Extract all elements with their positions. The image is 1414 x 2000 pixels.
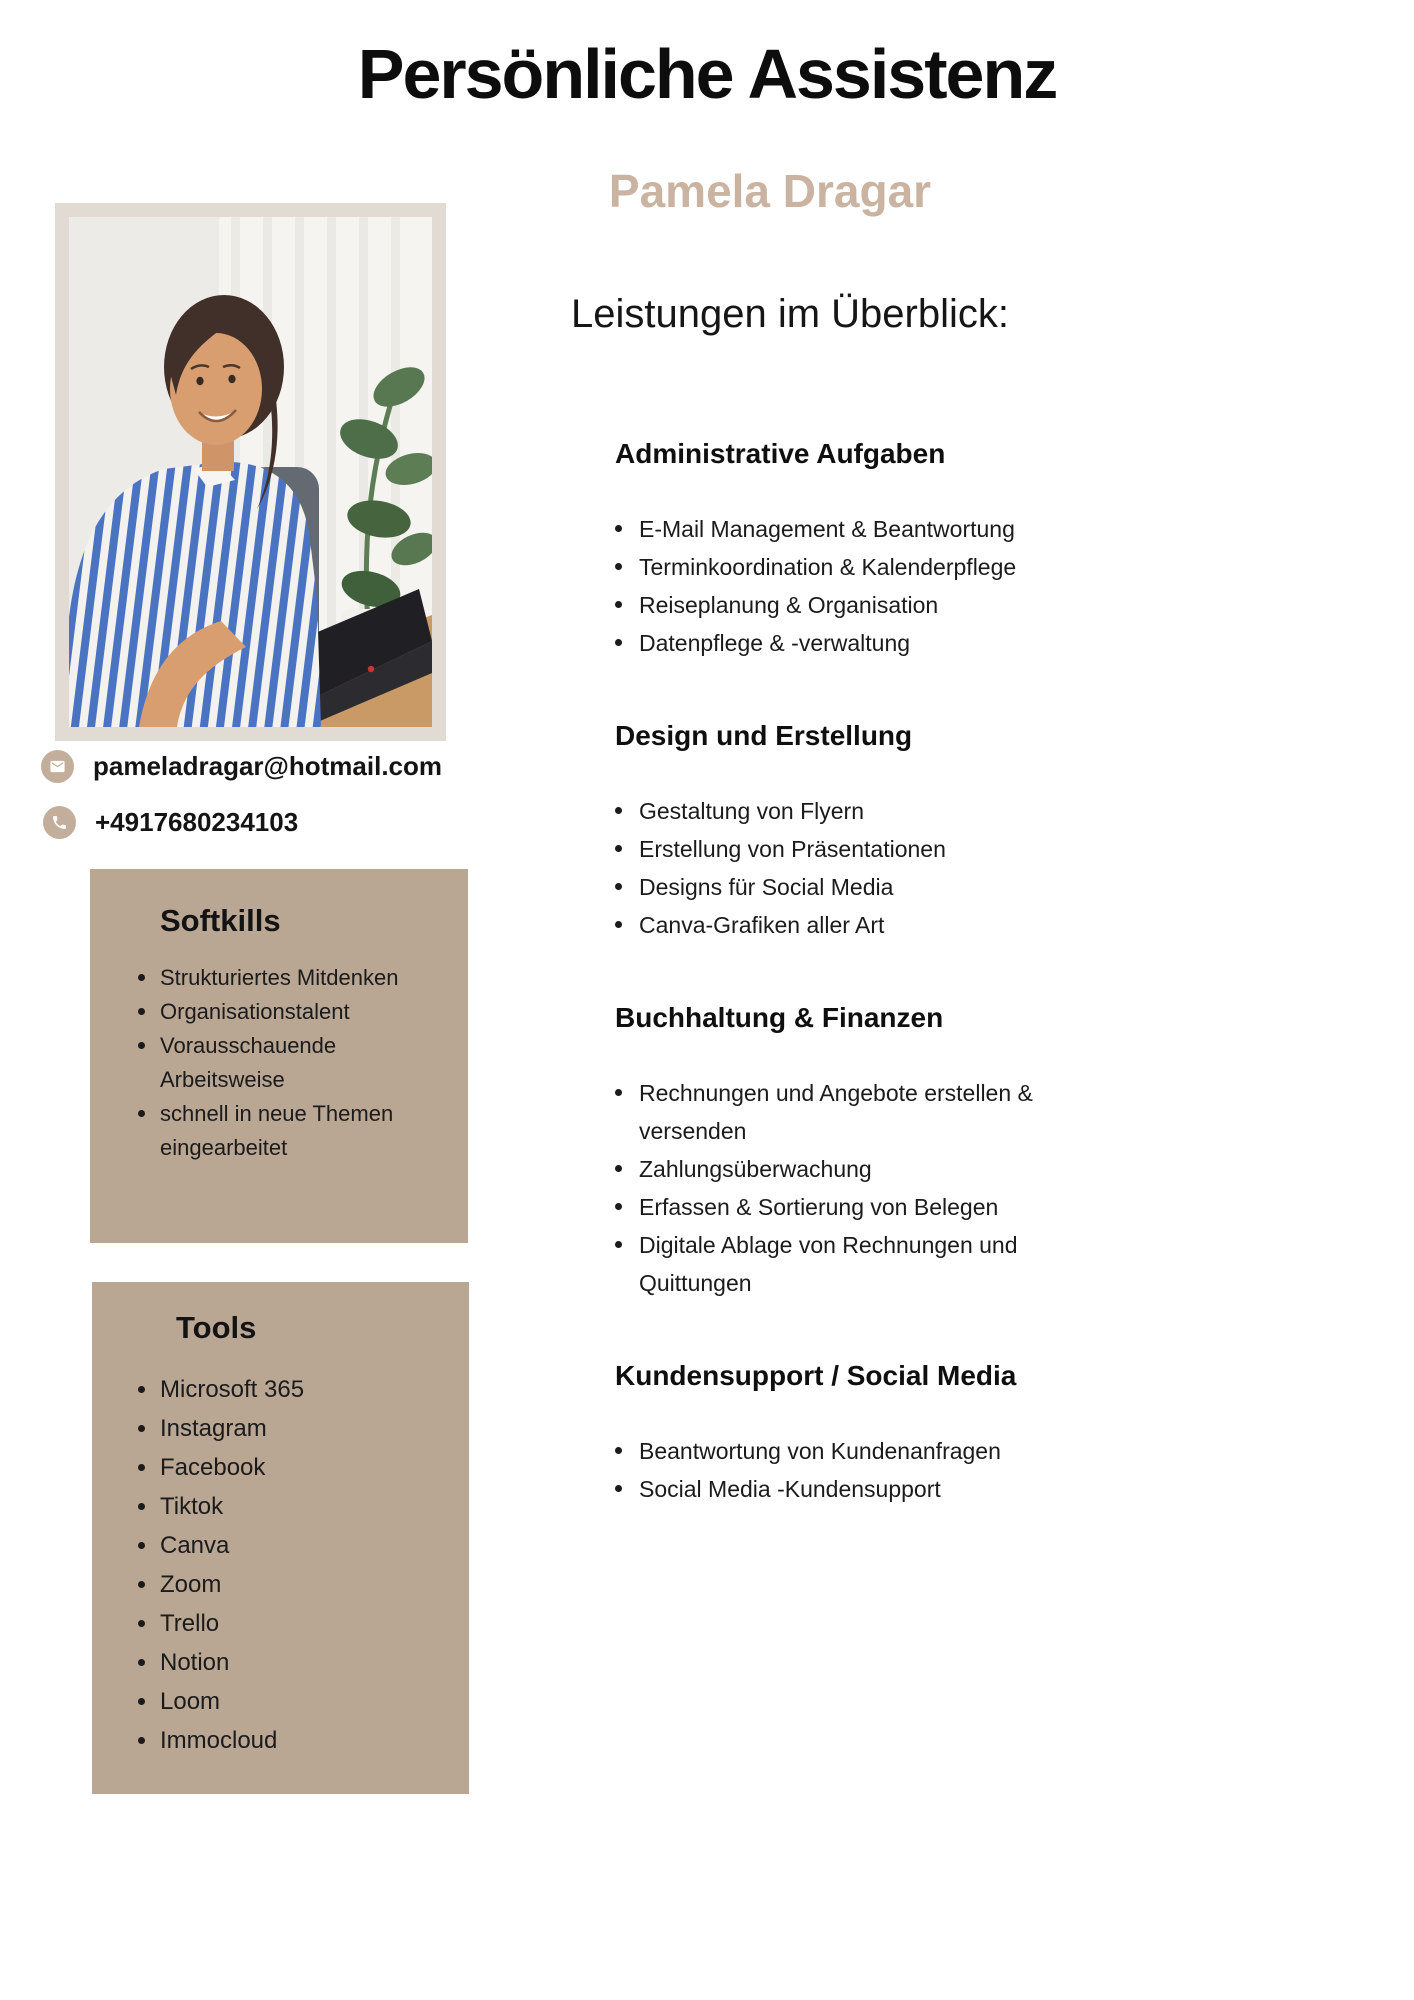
bullet-dot: [615, 639, 622, 646]
bullet-dot: [138, 1425, 145, 1432]
tool-item: Facebook: [138, 1448, 459, 1487]
tool-item: Tiktok: [138, 1487, 459, 1526]
tool-item: Microsoft 365: [138, 1370, 459, 1409]
bullet-dot: [615, 921, 622, 928]
service-item: Erfassen & Sortierung von Belegen: [615, 1188, 1085, 1226]
page-title: Persönliche Assistenz: [357, 35, 1057, 113]
softskill-item: Vorausschauende Arbeitsweise: [138, 1029, 458, 1097]
section-title: Kundensupport / Social Media: [615, 1360, 1017, 1391]
profile-photo: [69, 217, 432, 727]
softskill-item: Organisationstalent: [138, 995, 458, 1029]
bullet-dot: [615, 883, 622, 890]
service-item: Erstellung von Präsentationen: [615, 830, 1085, 868]
phone-icon: [43, 806, 76, 839]
tool-item: Notion: [138, 1643, 459, 1682]
tool-item: Instagram: [138, 1409, 459, 1448]
bullet-dot: [138, 1008, 145, 1015]
bullet-dot: [138, 1542, 145, 1549]
bullet-dot: [615, 1241, 622, 1248]
bullet-dot: [138, 1737, 145, 1744]
service-list: [615, 1074, 1085, 1302]
service-list: [615, 510, 1085, 662]
contact-phone-row: [43, 806, 298, 839]
section-title: Design und Erstellung: [615, 720, 913, 751]
bullet-dot: [138, 1386, 145, 1393]
bullet-dot: [615, 601, 622, 608]
envelope-icon: [41, 750, 74, 783]
tools-list: [92, 1370, 469, 1760]
bullet-dot: [138, 1503, 145, 1510]
bullet-dot: [615, 1203, 622, 1210]
service-section-design: [615, 720, 1085, 944]
service-item: Gestaltung von Flyern: [615, 792, 1085, 830]
bullet-dot: [138, 1042, 145, 1049]
tools-box: [92, 1282, 469, 1794]
service-item: Terminkoordination & Kalenderpflege: [615, 548, 1085, 586]
bullet-dot: [138, 1110, 145, 1117]
bullet-dot: [615, 1485, 622, 1492]
service-item: Designs für Social Media: [615, 868, 1085, 906]
bullet-dot: [615, 845, 622, 852]
service-list: [615, 792, 1085, 944]
bullet-dot: [138, 1581, 145, 1588]
services-column: [615, 438, 1085, 1566]
tool-item: Canva: [138, 1526, 459, 1565]
service-section-buchhaltung: [615, 1002, 1085, 1302]
service-item: Social Media -Kundensupport: [615, 1470, 1085, 1508]
section-title: Administrative Aufgaben: [615, 438, 946, 469]
service-item: Reiseplanung & Organisation: [615, 586, 1085, 624]
email-text: pameladragar@hotmail.com: [93, 751, 443, 781]
service-item: Beantwortung von Kundenanfragen: [615, 1432, 1085, 1470]
tool-item: Trello: [138, 1604, 459, 1643]
service-item: Canva-Grafiken aller Art: [615, 906, 1085, 944]
tool-item: Immocloud: [138, 1721, 459, 1760]
service-item: Digitale Ablage von Rechnungen und Quittungen: [615, 1226, 1085, 1302]
phone-text: +4917680234103: [95, 807, 299, 837]
service-list: [615, 1432, 1085, 1508]
service-item: E-Mail Management & Beantwortung: [615, 510, 1085, 548]
contact-email-row: [41, 750, 442, 783]
bullet-dot: [138, 1464, 145, 1471]
bullet-dot: [138, 1659, 145, 1666]
bullet-dot: [138, 974, 145, 981]
service-item: Zahlungsüberwachung: [615, 1150, 1085, 1188]
service-item: Rechnungen und Angebote erstellen & versenden: [615, 1074, 1085, 1150]
bullet-dot: [615, 563, 622, 570]
softskill-item: schnell in neue Themen eingearbeitet: [138, 1097, 458, 1165]
bullet-dot: [138, 1698, 145, 1705]
bullet-dot: [615, 1165, 622, 1172]
bullet-dot: [615, 525, 622, 532]
bullet-dot: [615, 1089, 622, 1096]
tools-title: Tools: [176, 1310, 257, 1345]
tool-item: Loom: [138, 1682, 459, 1721]
softskills-title: Softkills: [160, 903, 281, 938]
softskills-list: [90, 961, 468, 1165]
bullet-dot: [615, 807, 622, 814]
softskills-box: [90, 869, 468, 1243]
softskill-item: Strukturiertes Mitdenken: [138, 961, 458, 995]
tool-item: Zoom: [138, 1565, 459, 1604]
photo-frame: [55, 203, 446, 741]
bullet-dot: [138, 1620, 145, 1627]
section-title: Buchhaltung & Finanzen: [615, 1002, 944, 1033]
bullet-dot: [615, 1447, 622, 1454]
service-item: Datenpflege & -verwaltung: [615, 624, 1085, 662]
person-name: Pamela Dragar: [608, 165, 932, 217]
services-heading: Leistungen im Überblick:: [571, 292, 1009, 336]
service-section-administrative: [615, 438, 1085, 662]
service-section-kundensupport: [615, 1360, 1085, 1508]
